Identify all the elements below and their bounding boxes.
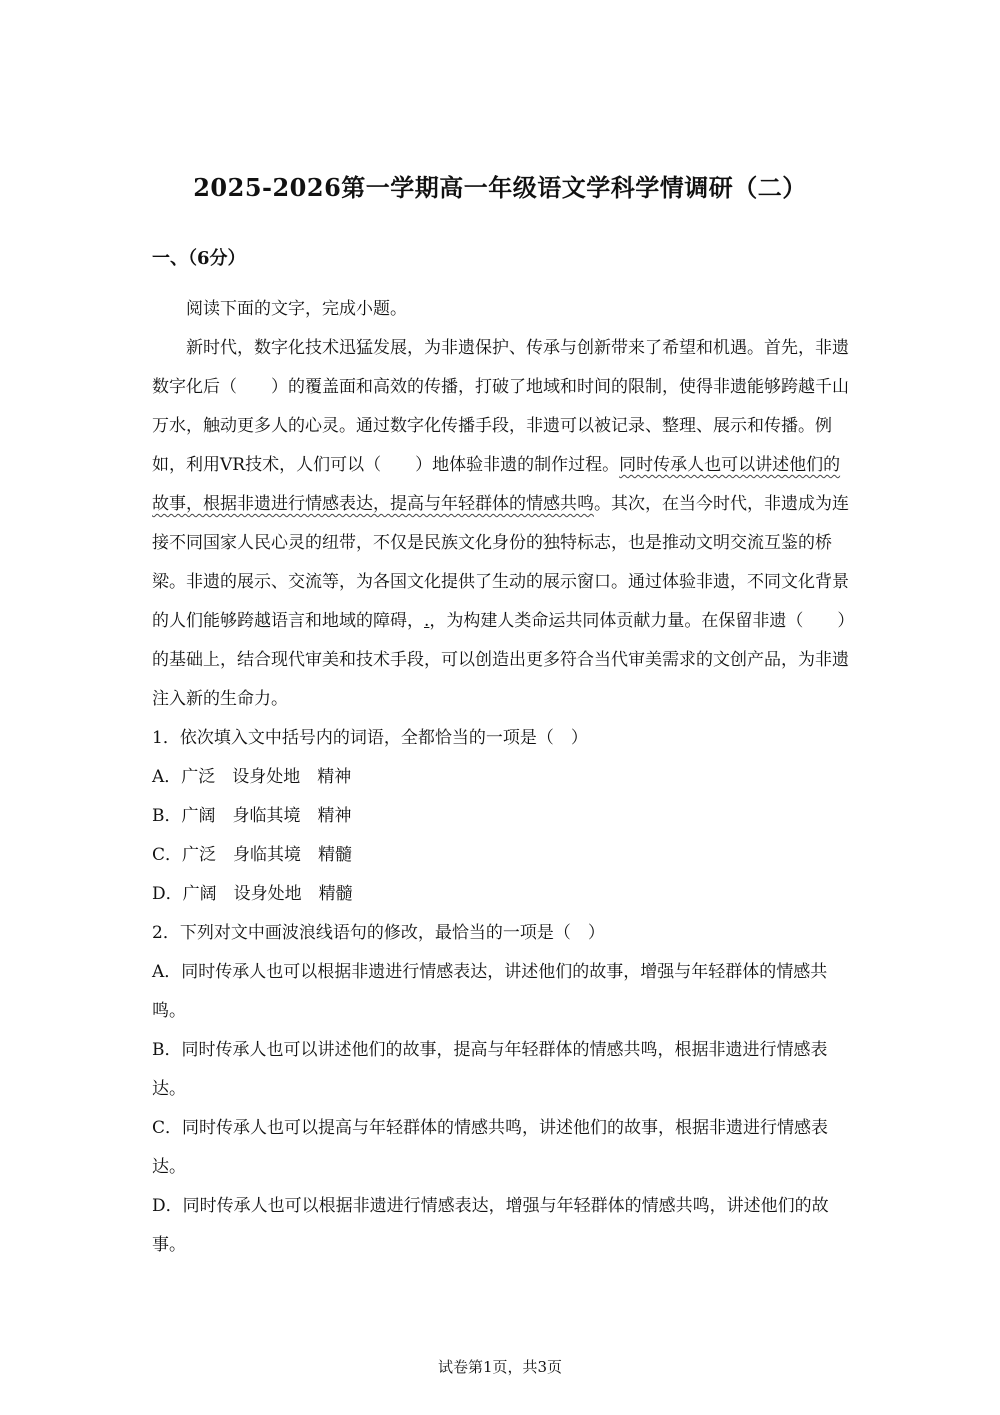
question-2-option-c: C．同时传承人也可以提高与年轻群体的情感共鸣，讲述他们的故事，根据非遗进行情感表达。 [152, 1118, 829, 1177]
passage-text-part3: ，为构建人类命运共同体贡献力量。在保留非遗（ ）的基础上，结合现代审美和技术手段，可以创造出更多符合当代审美需求的文创产品，为非遗注入新的生命力。 [152, 611, 849, 709]
passage-text-part2: 。其次，在当今时代，非遗成为连接不同国家人民心灵的纽带，不仅是民族文化身份的独特标志，也是推动文明交流互鉴的桥梁。非遗的展示、交流等，为各国文化提供了生动的展示窗口。通过体验非遗，不同文化背景的人们能够跨越语言和地域的障碍， [152, 494, 849, 631]
section-heading: 一、（6分） [152, 248, 246, 269]
question-1-stem: 1．依次填入文中括号内的词语，全都恰当的一项是（ ） [152, 728, 588, 748]
passage-instruction: 阅读下面的文字，完成小题。 [186, 299, 407, 319]
question-2-option-a: A．同时传承人也可以根据非遗进行情感表达，讲述他们的故事，增强与年轻群体的情感共鸣。 [152, 962, 828, 1021]
question-2-option-d: D．同时传承人也可以根据非遗进行情感表达，增强与年轻群体的情感共鸣，讲述他们的故事。 [152, 1196, 829, 1255]
passage-body [152, 329, 852, 719]
wavy-underlined-sentence: 同时传承人也可以讲述他们的故事，根据非遗进行情感表达，提高与年轻群体的情感共鸣 [152, 455, 841, 514]
blank-mark: . [424, 611, 430, 631]
question-1-option-b: B．广阔 身临其境 精神 [152, 806, 352, 826]
page-footer: 试卷第1页，共3页 [437, 1358, 563, 1376]
page-title: 2025-2026第一学期高一年级语文学科学情调研（二） [193, 173, 807, 202]
exam-content [152, 290, 852, 1265]
question-2-option-b: B．同时传承人也可以讲述他们的故事，提高与年轻群体的情感共鸣，根据非遗进行情感表达。 [152, 1040, 828, 1099]
question-1-option-c: C．广泛 身临其境 精髓 [152, 845, 353, 865]
question-1-option-d: D．广阔 设身处地 精髓 [152, 884, 353, 904]
passage-text-part1: 新时代，数字化技术迅猛发展，为非遗保护、传承与创新带来了希望和机遇。首先，非遗数字化后（ ）的覆盖面和高效的传播，打破了地域和时间的限制，使得非遗能够跨越千山万水，触动更多人的心灵。通过数字化传播手段，非遗可以被记录、整理、展示和传播。例如，利用VR技术，人们可以（ ）地体验非遗的制作过程。 [152, 338, 849, 475]
question-1-option-a: A．广泛 设身处地 精神 [152, 767, 352, 787]
question-2-stem: 2．下列对文中画波浪线语句的修改，最恰当的一项是（ ） [152, 923, 605, 943]
